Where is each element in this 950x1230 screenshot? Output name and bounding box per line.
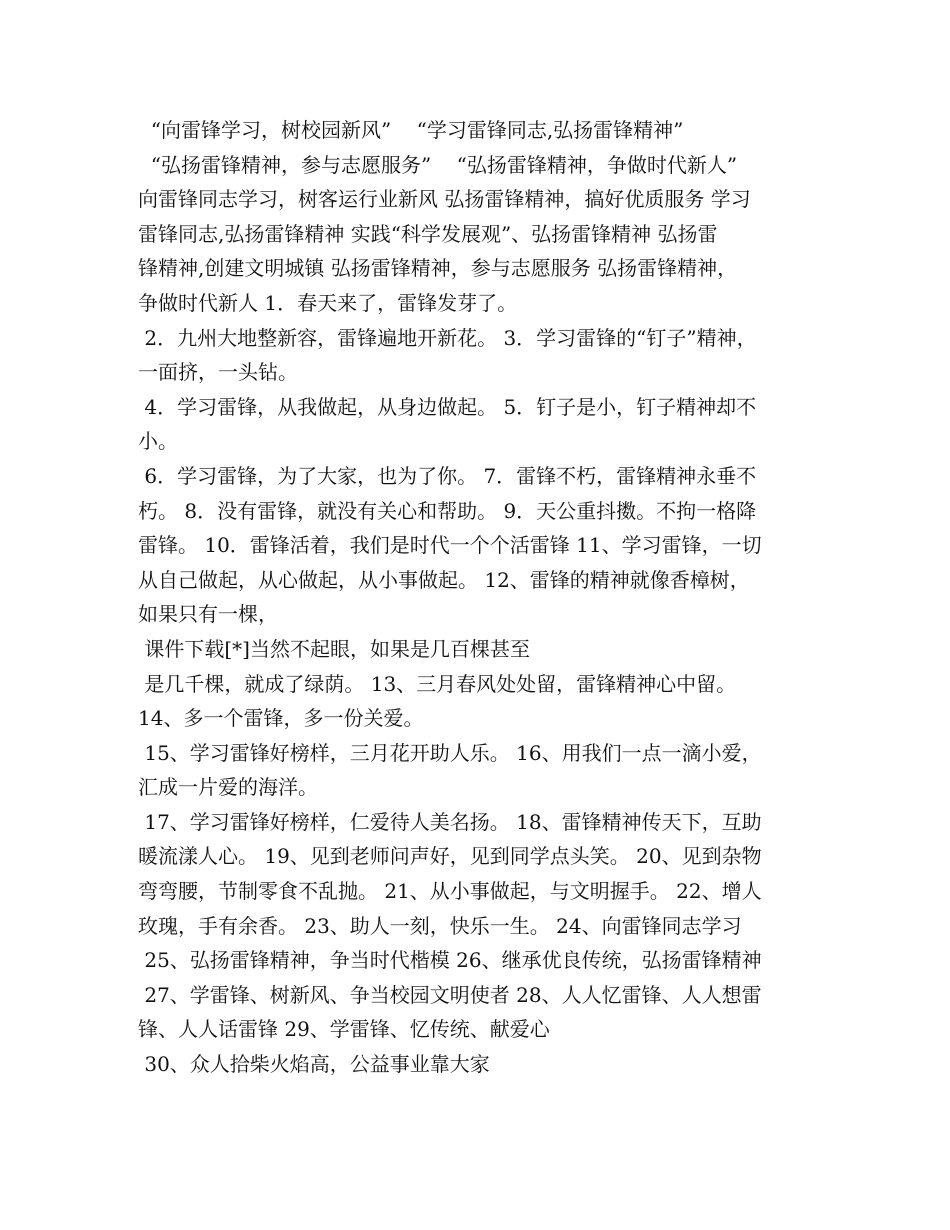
text-line: 14、多一个雷锋，多一份关爱。 [138,706,424,731]
text-line: 15、学习雷锋好榜样，三月花开助人乐。 16、用我们一点一滴小爱， [138,740,762,765]
text-line: 17、学习雷锋好榜样，仁爱待人美名扬。 18、雷锋精神传天下，互助 [138,809,762,834]
text-line: 朽。 8．没有雷锋，就没有关心和帮助。 9．天公重抖擞。不拘一格降 [138,498,757,523]
text-line: 玫瑰，手有余香。 23、助人一刻，快乐一生。 24、向雷锋同志学习 [138,913,742,938]
text-line: “向雷锋学习，树校园新风” “学习雷锋同志,弘扬雷锋精神” [138,118,684,142]
text-line: 雷锋。 10．雷锋活着，我们是时代一个个活雷锋 11、学习雷锋，一切 [138,533,762,558]
document-body [138,113,828,1082]
text-line: 弯弯腰，节制零食不乱抛。 21、从小事做起，与文明握手。 22、增人 [138,879,762,904]
text-line: 向雷锋同志学习，树客运行业新风 弘扬雷锋精神，搞好优质服务 学习 [138,187,751,212]
text-line: 锋精神,创建文明城镇 弘扬雷锋精神，参与志愿服务 弘扬雷锋精神， [138,256,738,281]
text-line: 是几千棵，就成了绿荫。 13、三月春风处处留，雷锋精神心中留。 [138,671,737,696]
text-line: 一面挤，一头钻。 [138,360,298,385]
text-line: 25、弘扬雷锋精神，争当时代楷模 26、继承优良传统，弘扬雷锋精神 [138,948,762,973]
text-line: 2．九州大地整新容，雷锋遍地开新花。 3．学习雷锋的“钉子”精神， [138,325,757,350]
text-line: 锋、人人话雷锋 29、学雷锋、忆传统、献爱心 [138,1017,550,1042]
text-line: 27、学雷锋、树新风、争当校园文明使者 28、人人忆雷锋、人人想雷 [138,982,762,1007]
text-line: 汇成一片爱的海洋。 [138,775,318,800]
text-line: 从自己做起，从心做起，从小事做起。 12、雷锋的精神就像香樟树， [138,567,750,592]
text-line: 争做时代新人 1．春天来了，雷锋发芽了。 [138,290,518,315]
text-line: “弘扬雷锋精神，参与志愿服务” “弘扬雷锋精神，争做时代新人” [138,152,738,177]
text-line: 如果只有一棵， [138,602,278,627]
text-line: 4．学习雷锋，从我做起，从身边做起。 5．钉子是小，钉子精神却不 [138,394,757,419]
text-line: 课件下载[*]当然不起眼，如果是几百棵甚至 [138,636,530,661]
text-line: 雷锋同志,弘扬雷锋精神 实践“科学发展观”、弘扬雷锋精神 弘扬雷 [138,221,718,246]
text-line: 6．学习雷锋，为了大家，也为了你。 7．雷锋不朽，雷锋精神永垂不 [138,463,757,488]
text-line: 小。 [138,429,178,454]
text-line: 暖流漾人心。 19、见到老师问声好，见到同学点头笑。 20、见到杂物 [138,844,762,869]
text-line: 30、众人拾柴火焰高，公益事业靠大家 [138,1052,490,1077]
